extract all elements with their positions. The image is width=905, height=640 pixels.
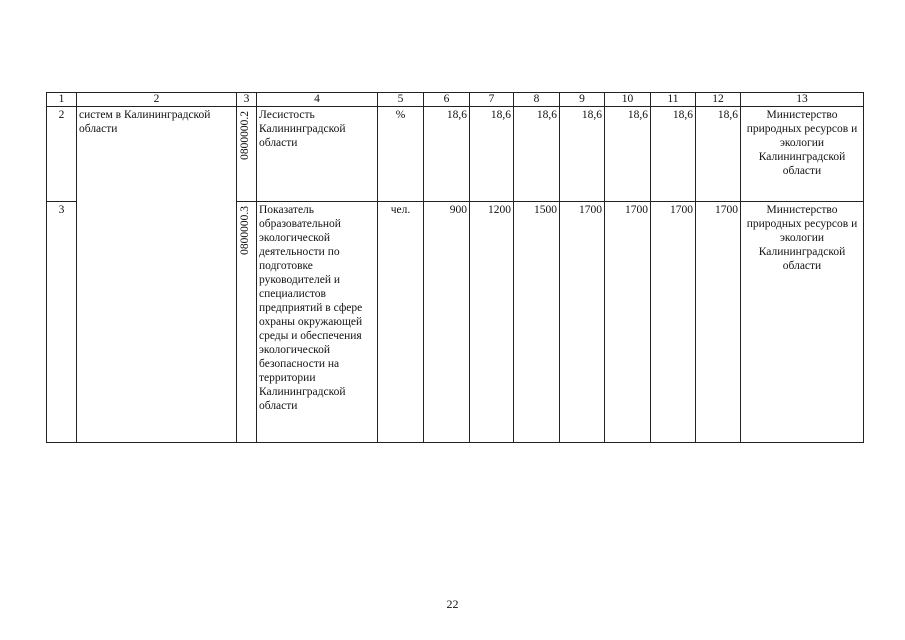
object-cell: систем в Калининградской области [77,107,237,443]
header-cell: 9 [560,93,605,107]
indicator-name: Лесистость Калининградской области [257,107,378,202]
value-cell: 1700 [560,202,605,443]
value-cell: 900 [424,202,470,443]
value-cell: 18,6 [605,107,651,202]
table-row [47,107,864,202]
header-cell: 13 [741,93,864,107]
row-number: 2 [47,107,77,202]
value-cell: 1700 [651,202,696,443]
unit-cell: % [378,107,424,202]
table-header-row [47,93,864,107]
value-cell: 18,6 [424,107,470,202]
header-cell: 11 [651,93,696,107]
header-cell: 8 [514,93,560,107]
page-number: 22 [446,597,459,611]
indicator-table [46,92,864,443]
code-cell [237,202,257,443]
header-cell: 6 [424,93,470,107]
value-cell: 1700 [696,202,741,443]
value-cell: 18,6 [560,107,605,202]
header-cell: 4 [257,93,378,107]
header-cell: 3 [237,93,257,107]
value-cell: 1700 [605,202,651,443]
header-cell: 10 [605,93,651,107]
responsible-cell: Министерство природных ресурсов и экологии Калининградской области [741,202,864,443]
indicator-code: 0800000.2 [239,111,251,160]
indicator-name: Показатель образовательной экологической деятельности по подготовке руководителей и специалистов предприятий в сфере охраны окружающей среды и обеспечения экологической безопасности на территории Калининградской области [257,202,378,443]
value-cell: 18,6 [696,107,741,202]
value-cell: 18,6 [514,107,560,202]
code-cell [237,107,257,202]
row-number: 3 [47,202,77,443]
header-cell: 2 [77,93,237,107]
value-cell: 1500 [514,202,560,443]
responsible-cell: Министерство природных ресурсов и экологии Калининградской области [741,107,864,202]
header-cell: 12 [696,93,741,107]
header-cell: 1 [47,93,77,107]
value-cell: 18,6 [470,107,514,202]
value-cell: 18,6 [651,107,696,202]
unit-cell: чел. [378,202,424,443]
value-cell: 1200 [470,202,514,443]
header-cell: 7 [470,93,514,107]
header-cell: 5 [378,93,424,107]
indicator-code: 0800000.3 [239,206,251,255]
